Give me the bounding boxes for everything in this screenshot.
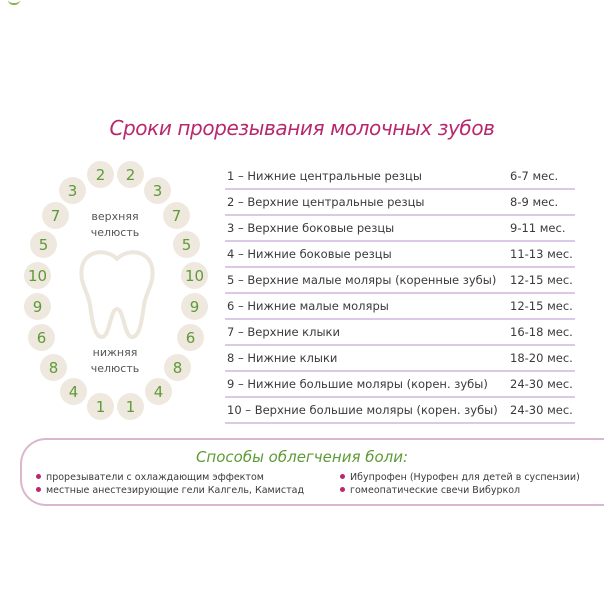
schedule-row xyxy=(225,293,575,320)
corner-decoration xyxy=(8,0,20,5)
relief-tip-text: Ибупрофен (Нурофен для детей в суспензии) xyxy=(350,472,580,483)
eruption-period: 6-7 мес. xyxy=(510,169,559,183)
eruption-period: 9-11 мес. xyxy=(510,221,566,235)
tooth-name: 8 – Нижние клыки xyxy=(227,351,338,365)
relief-tip-text: местные анестезирующие гели Калгель, Камистад xyxy=(46,485,305,496)
tooth-left-9: 4 xyxy=(60,378,87,405)
tooth-right-8: 8 xyxy=(164,354,191,381)
tooth-name: 4 – Нижние боковые резцы xyxy=(227,247,392,261)
tooth-left-1: 2 xyxy=(87,161,114,188)
schedule-row xyxy=(225,241,575,268)
tooth-name: 10 – Верхние большие моляры (корен. зубы) xyxy=(227,403,498,417)
page-title: Сроки прорезывания молочных зубов xyxy=(109,116,495,140)
eruption-period: 16-18 мес. xyxy=(510,325,573,339)
bullet-icon xyxy=(340,487,345,492)
relief-tip-text: гомеопатические свечи Вибуркол xyxy=(350,485,521,496)
eruption-period: 18-20 мес. xyxy=(510,351,573,365)
eruption-period: 12-15 мес. xyxy=(510,299,573,313)
eruption-period: 24-30 мес. xyxy=(510,377,573,391)
eruption-period: 11-13 мес. xyxy=(510,247,573,261)
tooth-name: 6 – Нижние малые моляры xyxy=(227,299,389,313)
tooth-icon xyxy=(78,247,156,341)
bullet-icon xyxy=(36,487,41,492)
eruption-period: 8-9 мес. xyxy=(510,195,559,209)
bullet-icon xyxy=(340,474,345,479)
tooth-right-5: 10 xyxy=(181,262,208,289)
lower-jaw-label xyxy=(70,345,160,377)
pain-relief-title: Способы облегчения боли: xyxy=(195,448,409,466)
tooth-left-2: 3 xyxy=(59,177,86,204)
tooth-name: 9 – Нижние большие моляры (корен. зубы) xyxy=(227,377,488,391)
schedule-row xyxy=(225,215,575,242)
schedule-row xyxy=(225,371,575,398)
tooth-left-6: 9 xyxy=(24,293,51,320)
schedule-row xyxy=(225,267,575,294)
tooth-left-3: 7 xyxy=(42,202,69,229)
lower-jaw-label-line2: челюсть xyxy=(90,362,140,375)
tooth-left-5: 10 xyxy=(24,262,51,289)
relief-tip-text: прорезыватели с охлаждающим эффектом xyxy=(46,472,264,483)
tooth-left-10: 1 xyxy=(87,393,114,420)
tooth-right-7: 6 xyxy=(177,324,204,351)
upper-jaw-label-line2: челюсть xyxy=(90,226,140,239)
upper-jaw-label-line1: верхняя xyxy=(91,210,139,223)
schedule-row xyxy=(225,345,575,372)
relief-tip xyxy=(36,485,304,496)
schedule-row xyxy=(225,397,575,424)
tooth-name: 7 – Верхние клыки xyxy=(227,325,340,339)
relief-tip xyxy=(340,472,580,483)
tooth-name: 5 – Верхние малые моляры (коренные зубы) xyxy=(227,273,497,287)
relief-tip xyxy=(340,485,520,496)
tooth-name: 3 – Верхние боковые резцы xyxy=(227,221,395,235)
tooth-right-9: 4 xyxy=(145,378,172,405)
tooth-name: 1 – Нижние центральные резцы xyxy=(227,169,422,183)
tooth-right-6: 9 xyxy=(181,293,208,320)
schedule-row xyxy=(225,163,575,190)
tooth-left-7: 6 xyxy=(28,324,55,351)
bullet-icon xyxy=(36,474,41,479)
upper-jaw-label xyxy=(70,209,160,241)
tooth-right-1: 2 xyxy=(117,161,144,188)
tooth-right-10: 1 xyxy=(117,393,144,420)
tooth-left-8: 8 xyxy=(40,354,67,381)
tooth-right-3: 7 xyxy=(163,202,190,229)
eruption-period: 12-15 мес. xyxy=(510,273,573,287)
schedule-row xyxy=(225,319,575,346)
schedule-row xyxy=(225,189,575,216)
tooth-right-2: 3 xyxy=(144,177,171,204)
tooth-name: 2 – Верхние центральные резцы xyxy=(227,195,425,209)
tooth-right-4: 5 xyxy=(173,231,200,258)
eruption-period: 24-30 мес. xyxy=(510,403,573,417)
tooth-left-4: 5 xyxy=(30,231,57,258)
lower-jaw-label-line1: нижняя xyxy=(92,346,138,359)
relief-tip xyxy=(36,472,264,483)
